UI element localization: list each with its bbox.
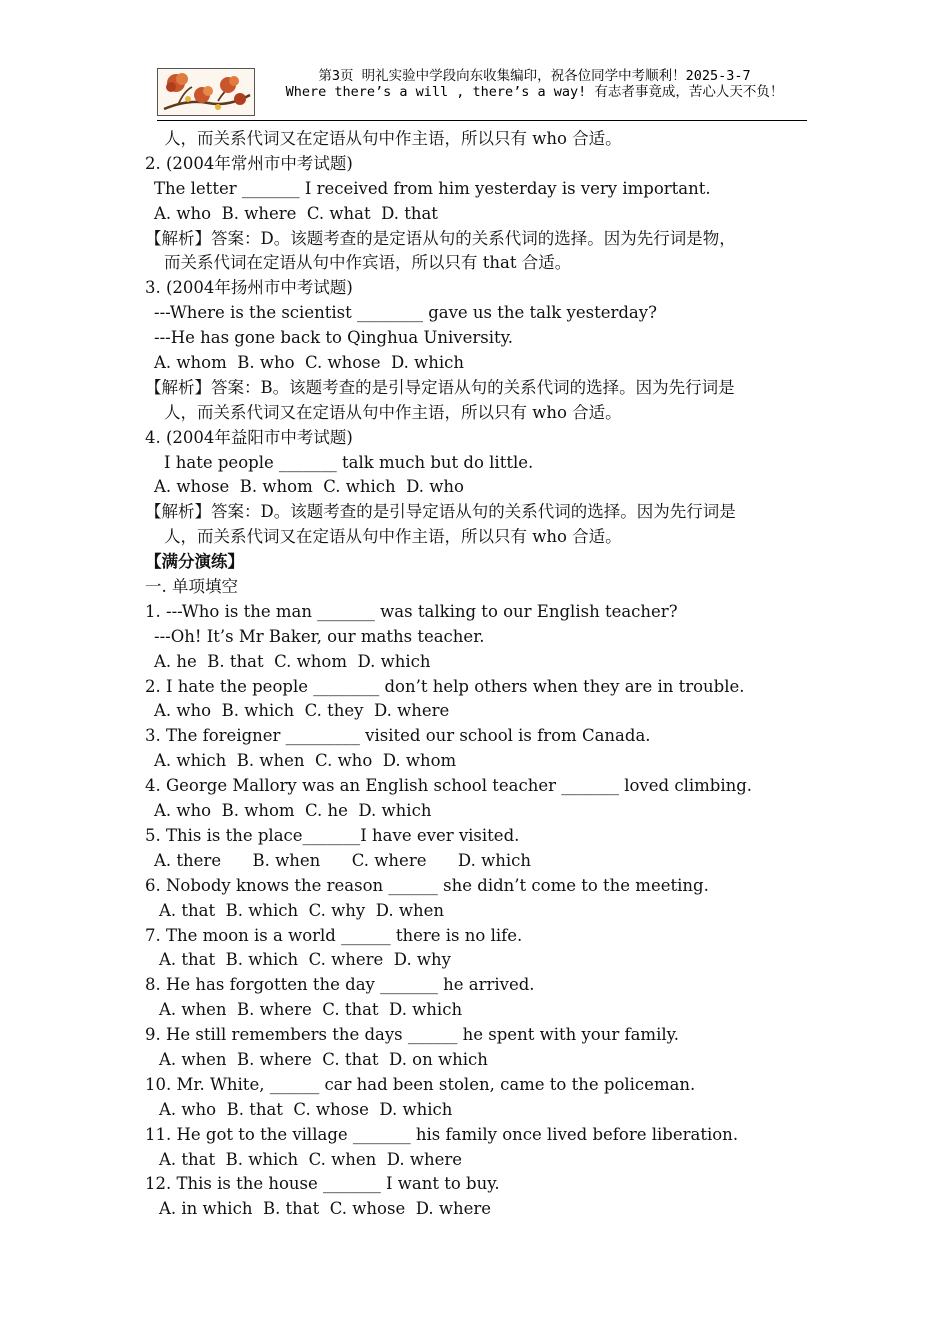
- text-line: A. who B. whom C. he D. which: [154, 801, 432, 821]
- text-line: 7. The moon is a world ______ there is no life.: [145, 925, 523, 945]
- header-line-2: Where there’s a will , there’s a way! 有志者事竟成，苦心人天不负！: [285, 84, 784, 100]
- text-line: A. who B. that C. whose D. which: [159, 1099, 453, 1119]
- text-line: 4. George Mallory was an English school teacher _______ loved climbing.: [145, 776, 753, 796]
- text-line: 12. This is the house _______ I want to buy.: [145, 1174, 500, 1194]
- text-line: A. he B. that C. whom D. which: [154, 651, 431, 671]
- header-line-1: 第3页 明礼实验中学段向东收集编印，祝各位同学中考顺利！2025-3-7: [318, 68, 751, 84]
- text-line: A. that B. which C. why D. when: [159, 900, 444, 920]
- text-line: 【满分演练】: [145, 552, 244, 572]
- text-line: A. when B. where C. that D. which: [159, 1000, 463, 1020]
- text-line: I hate people _______ talk much but do little.: [164, 452, 534, 472]
- text-line: 10. Mr. White, ______ car had been stolen, came to the policeman.: [145, 1074, 696, 1094]
- text-line: A. in which B. that C. whose D. where: [159, 1199, 491, 1219]
- text-line: 一. 单项填空: [145, 577, 238, 597]
- text-line: ---He has gone back to Qinghua University.: [154, 328, 513, 348]
- text-line: A. when B. where C. that D. on which: [159, 1049, 488, 1069]
- text-line: 2. (2004年常州市中考试题): [145, 153, 353, 173]
- text-line: 【解析】答案：B。该题考查的是引导定语从句的关系代词的选择。因为先行词是: [145, 377, 735, 397]
- text-line: 8. He has forgotten the day _______ he arrived.: [145, 975, 535, 995]
- text-line: 4. (2004年益阳市中考试题): [145, 427, 353, 447]
- text-line: 11. He got to the village _______ his family once lived before liberation.: [145, 1124, 739, 1144]
- text-line: 【解析】答案：D。该题考查的是定语从句的关系代词的选择。因为先行词是物，: [145, 228, 736, 248]
- text-line: 5. This is the place_______I have ever visited.: [145, 825, 520, 845]
- text-line: ---Oh! It’s Mr Baker, our maths teacher.: [154, 626, 485, 646]
- text-line: A. there B. when C. where D. which: [154, 850, 531, 870]
- text-line: 人，而关系代词又在定语从句中作主语，所以只有 who 合适。: [164, 402, 622, 422]
- text-line: 6. Nobody knows the reason ______ she didn’t come to the meeting.: [145, 875, 709, 895]
- text-line: ---Where is the scientist ________ gave us the talk yesterday?: [154, 303, 657, 323]
- text-line: A. who B. which C. they D. where: [154, 701, 450, 721]
- text-line: 3. (2004年扬州市中考试题): [145, 278, 353, 298]
- text-line: A. that B. which C. when D. where: [159, 1149, 463, 1169]
- text-line: 9. He still remembers the days ______ he spent with your family.: [145, 1025, 680, 1045]
- text-line: 人，而关系代词又在定语从句中作主语，所以只有 who 合适。: [164, 527, 622, 547]
- header-text: [262, 68, 807, 100]
- text-line: A. whose B. whom C. which D. who: [154, 477, 464, 497]
- text-line: 1. ---Who is the man _______ was talking to our English teacher?: [145, 601, 678, 621]
- text-line: 【解析】答案：D。该题考查的是引导定语从句的关系代词的选择。因为先行词是: [145, 502, 736, 522]
- text-line: 而关系代词在定语从句中作宾语，所以只有 that 合适。: [164, 253, 572, 273]
- text-line: A. whom B. who C. whose D. which: [154, 353, 464, 373]
- text-line: A. that B. which C. where D. why: [159, 950, 452, 970]
- flower-logo-image: [157, 68, 255, 116]
- document-body: [145, 127, 815, 1222]
- text-line: A. who B. where C. what D. that: [154, 203, 438, 223]
- text-line: The letter _______ I received from him yesterday is very important.: [154, 178, 711, 198]
- text-line: 人，而关系代词又在定语从句中作主语，所以只有 who 合适。: [164, 129, 622, 148]
- text-line: A. which B. when C. who D. whom: [154, 751, 457, 771]
- page-header: [157, 66, 807, 121]
- text-line: 3. The foreigner _________ visited our school is from Canada.: [145, 726, 651, 746]
- flower-illustration: [158, 69, 254, 115]
- text-line: 2. I hate the people ________ don’t help others when they are in trouble.: [145, 676, 745, 696]
